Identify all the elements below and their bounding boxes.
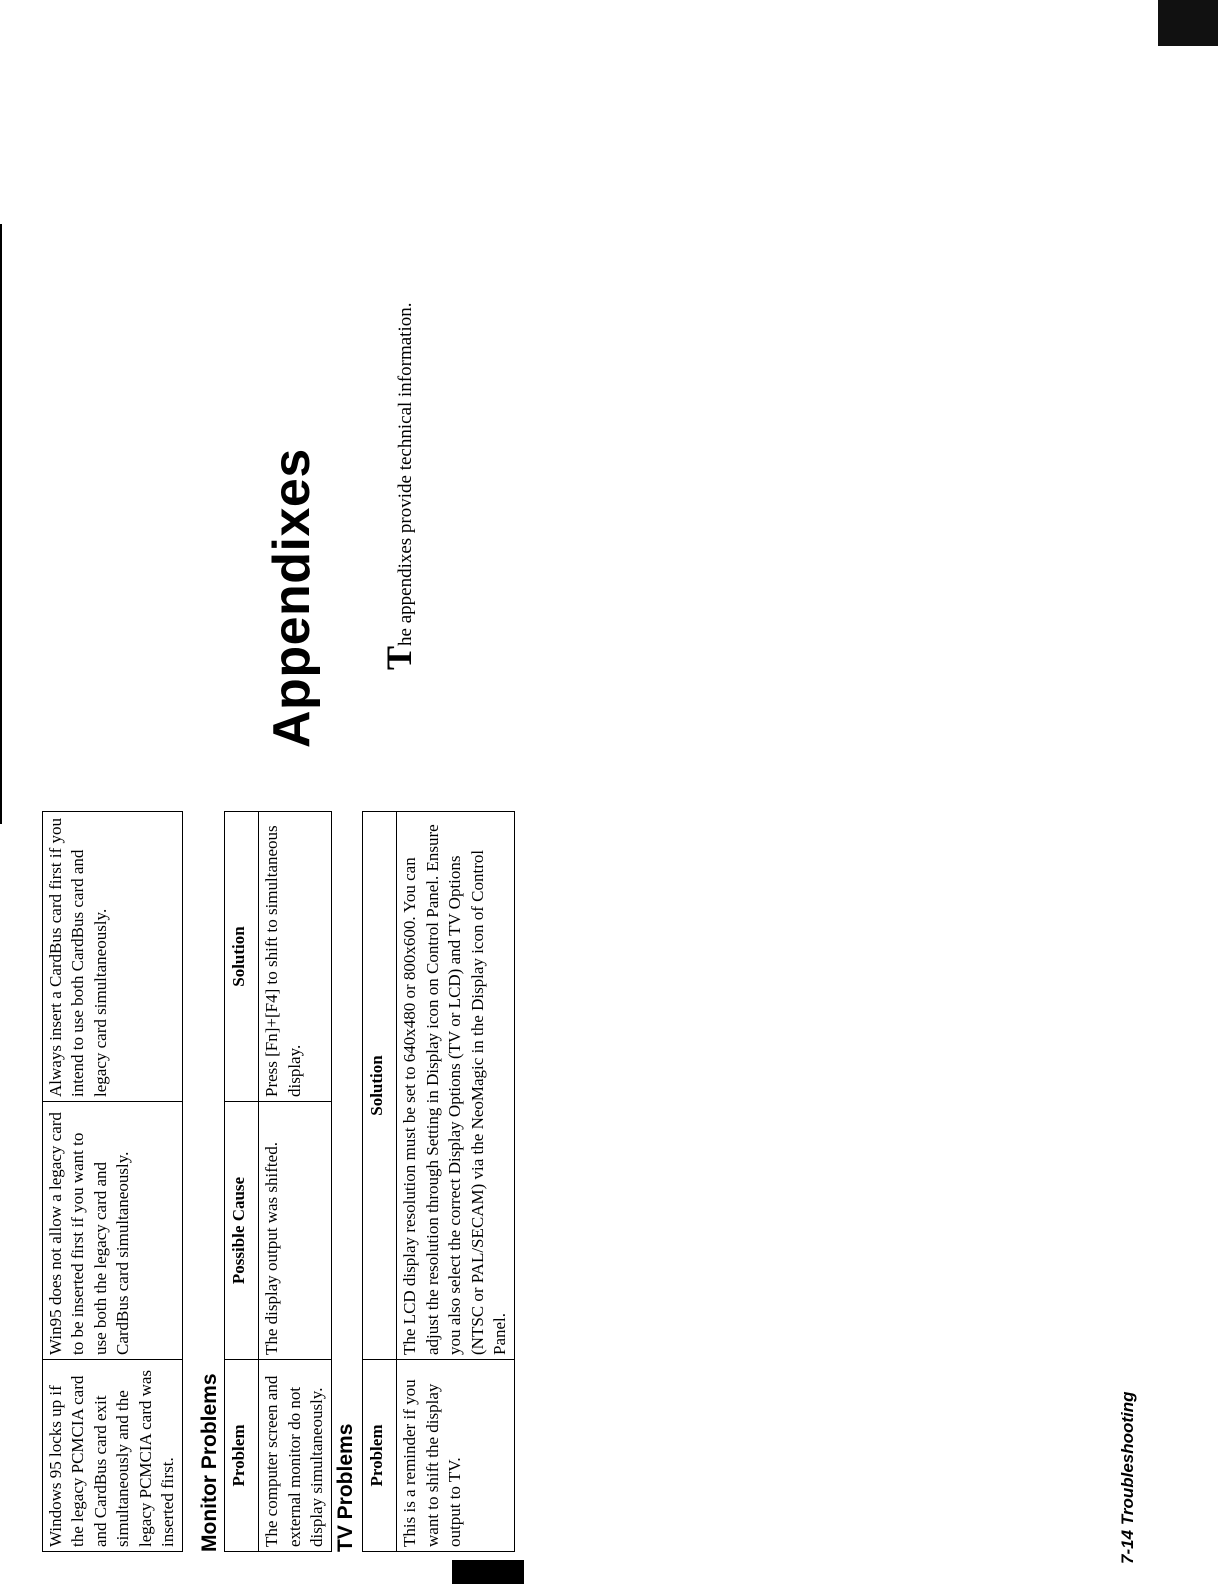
solution-cell: The LCD display resolution must be set to 640x480 or 800x600. You can adjust the resolution through Setting in Display icon on Control Panel. Ensure you also select the correct Display Options (TV or LCD) and TV Options (NTSC or PAL/SECAM) via the NeoMagic in the Display icon of Control Panel. (397, 812, 514, 1360)
page-divider-line (0, 224, 2, 824)
table-header-row (225, 812, 259, 1552)
table-row (397, 812, 514, 1552)
table-row (43, 812, 183, 1552)
scan-corner-mark (1158, 0, 1218, 46)
table-row (259, 812, 331, 1552)
tv-problems-table (362, 811, 515, 1552)
header-problem: Problem (225, 1360, 259, 1552)
solution-cell: Always insert a CardBus card first if you intend to use both CardBus card and legacy card simultaneously. (43, 812, 183, 1102)
table-header-row (363, 812, 397, 1552)
cause-cell: Win95 does not allow a legacy card to be inserted first if you want to use both the legacy card and CardBus card simultaneously. (43, 1102, 183, 1360)
header-possible-cause: Possible Cause (225, 1102, 259, 1360)
cardbus-table (42, 811, 183, 1552)
cause-cell: The display output was shifted. (259, 1102, 331, 1360)
appendixes-title: Appendixes (263, 448, 321, 748)
drop-cap: T (379, 645, 419, 670)
intro-text: he appendixes provide technical information. (395, 302, 416, 646)
header-solution: Solution (225, 812, 259, 1102)
problem-cell: The computer screen and external monitor do not display simultaneously. (259, 1360, 331, 1552)
section-tab-marker (452, 1560, 524, 1584)
appendixes-intro (378, 303, 420, 670)
problem-cell: Windows 95 locks up if the legacy PCMCIA card and CardBus card exit simultaneously and the legacy PCMCIA card was inserted first. (43, 1360, 183, 1552)
tv-problems-heading: TV Problems (334, 1423, 357, 1552)
problem-cell: This is a reminder if you want to shift the display output to TV. (397, 1360, 514, 1552)
page-footer: 7-14 Troubleshooting (1118, 1391, 1137, 1564)
header-problem: Problem (363, 1360, 397, 1552)
solution-cell: Press [Fn]+[F4] to shift to simultaneous display. (259, 812, 331, 1102)
header-solution: Solution (363, 812, 397, 1360)
monitor-problems-heading: Monitor Problems (198, 1373, 221, 1552)
monitor-problems-table (224, 811, 332, 1552)
